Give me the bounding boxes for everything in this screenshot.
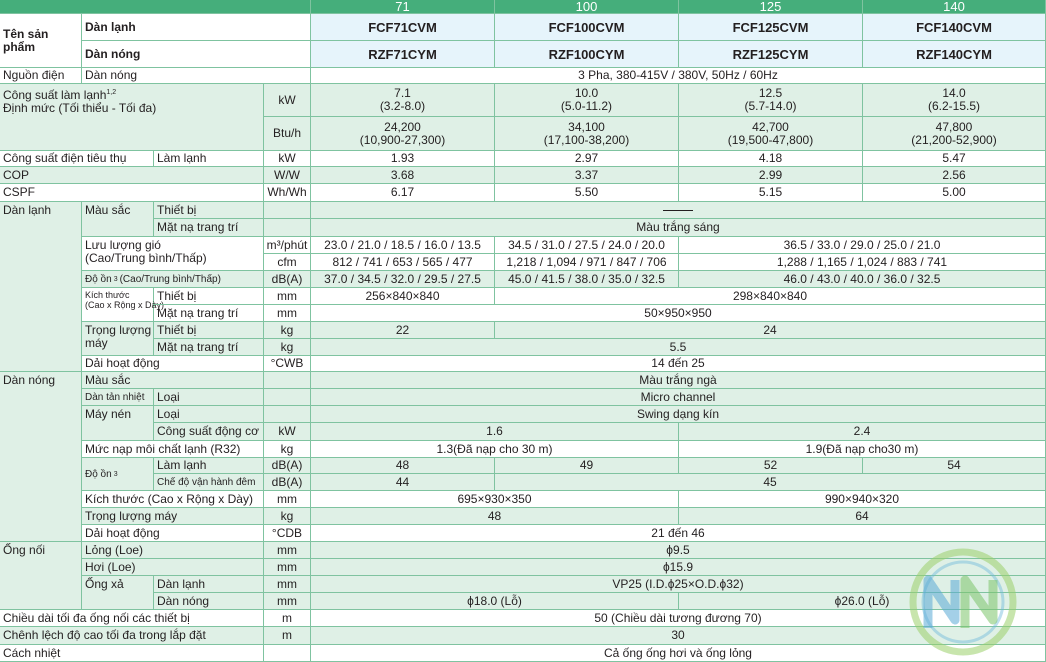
airflow-cfm-125-140: 1,288 / 1,165 / 1,024 / 883 / 741 [679,254,1046,271]
indoor-airflow-label: Lưu lượng gió (Cao/Trung bình/Thấp) [82,237,264,271]
outdoor-color-unit-blank [264,372,311,389]
outdoor-noise-night-label: Chế độ vận hành đêm [154,474,264,491]
cooling-capacity-unit-kw: kW [264,84,311,117]
indoor-dim-panel-label: Mặt nạ trang trí [154,305,264,322]
outdoor-noise-cool-100: 49 [495,458,679,474]
cspf-label: CSPF [0,184,264,202]
outdoor-comp-label: Máy nén [82,406,154,441]
power-source-label: Nguồn điện [0,68,82,84]
indoor-noise-71: 37.0 / 34.5 / 32.0 / 29.5 / 27.5 [311,271,495,288]
power-consumption-71: 1.93 [311,151,495,167]
insulation-label: Cách nhiệt [0,645,264,662]
outdoor-model-71: RZF71CYM [311,41,495,68]
cooling-kw-100: 10.0 (5.0-11.2) [495,84,679,117]
outdoor-color-label: Màu sắc [82,372,264,389]
power-consumption-100: 2.97 [495,151,679,167]
indoor-airflow-unit-cfm: cfm [264,254,311,271]
indoor-color-unit-value [311,202,1046,219]
indoor-noise-unit: dB(A) [264,271,311,288]
outdoor-weight-125-140: 64 [679,508,1046,525]
indoor-noise-125-140: 46.0 / 43.0 / 40.0 / 36.0 / 32.5 [679,271,1046,288]
outdoor-hx-type-label: Loại [154,389,264,406]
cooling-capacity-label: Công suất làm lạnh$^{1,2}$ Định mức (Tối thiểu - Tối đa) [0,84,264,151]
indoor-color-label: Màu sắc [82,202,154,237]
indoor-weight-100-140: 24 [495,322,1046,339]
cooling-capacity-unit-btu: Btu/h [264,117,311,151]
indoor-model-label: Dàn lạnh [82,14,311,41]
outdoor-noise-cool-140: 54 [863,458,1046,474]
piping-drain-indoor-label: Dàn lạnh [154,576,264,593]
airflow-m3-125-140: 36.5 / 33.0 / 29.0 / 25.0 / 21.0 [679,237,1046,254]
power-consumption-sub: Làm lạnh [154,151,264,167]
indoor-range-unit: °CWB [264,356,311,372]
cooling-btu-140: 47,800 (21,200-52,900) [863,117,1046,151]
indoor-color-panel-label: Mặt nạ trang trí [154,219,264,237]
max-height-label: Chênh lệch độ cao tối đa trong lắp đặt [0,627,264,645]
capacity-71: 71 [311,0,495,14]
outdoor-comp-power-125-140: 2.4 [679,423,1046,441]
cooling-btu-71: 24,200 (10,900-27,300) [311,117,495,151]
piping-section-label: Ống nối [0,542,82,610]
outdoor-model-125: RZF125CYM [679,41,863,68]
outdoor-comp-type-value: Swing dạng kín [311,406,1046,423]
outdoor-model-100: RZF100CYM [495,41,679,68]
outdoor-comp-type-label: Loại [154,406,264,423]
piping-gas-unit: mm [264,559,311,576]
indoor-model-125: FCF125CVM [679,14,863,41]
outdoor-dim-label: Kích thước (Cao x Rộng x Dày) [82,491,264,508]
outdoor-noise-label: Độ ồn 3 [82,458,154,491]
cspf-125: 5.15 [679,184,863,202]
outdoor-weight-label: Trọng lượng máy [82,508,264,525]
cop-71: 3.68 [311,167,495,184]
outdoor-model-140: RZF140CYM [863,41,1046,68]
indoor-range-label: Dải hoạt động [82,356,264,372]
outdoor-noise-night-71: 44 [311,474,495,491]
insulation-value: Cả ống ống hơi và ống lỏng [311,645,1046,662]
outdoor-model-label: Dàn nóng [82,41,311,68]
piping-gas-label: Hơi (Loe) [82,559,264,576]
power-consumption-label: Công suất điện tiêu thụ [0,151,154,167]
outdoor-range-label: Dải hoạt động [82,525,264,542]
indoor-panel-color-value: Màu trắng sáng [311,219,1046,237]
outdoor-comp-power-label: Công suất động cơ [154,423,264,441]
cop-100: 3.37 [495,167,679,184]
cooling-kw-125: 12.5 (5.7-14.0) [679,84,863,117]
power-consumption-125: 4.18 [679,151,863,167]
max-height-unit: m [264,627,311,645]
outdoor-weight-unit: kg [264,508,311,525]
outdoor-charge-125-140: 1.9(Đã nạp cho30 m) [679,441,1046,458]
indoor-weight-71: 22 [311,322,495,339]
indoor-color-unit-label: Thiết bị [154,202,264,219]
outdoor-range-value: 21 đến 46 [311,525,1046,542]
outdoor-comp-unit-blank [264,406,311,423]
indoor-color-panel-blank [264,219,311,237]
power-source-sub: Dàn nóng [82,68,311,84]
indoor-weight-label: Trọng lượng máy [82,322,154,356]
outdoor-dim-unit: mm [264,491,311,508]
power-source-value: 3 Pha, 380-415V / 380V, 50Hz / 60Hz [311,68,1046,84]
indoor-model-71: FCF71CVM [311,14,495,41]
indoor-airflow-unit-m3: m³/phút [264,237,311,254]
power-consumption-unit: kW [264,151,311,167]
max-height-value: 30 [311,627,1046,645]
indoor-model-140: FCF140CVM [863,14,1046,41]
capacity-125: 125 [679,0,863,14]
outdoor-noise-night-100-140: 45 [495,474,1046,491]
outdoor-comp-power-71-100: 1.6 [311,423,679,441]
piping-drain-outdoor-unit: mm [264,593,311,610]
indoor-weight-panel-label: Mặt nạ trang trí [154,339,264,356]
cop-140: 2.56 [863,167,1046,184]
cooling-btu-100: 34,100 (17,100-38,200) [495,117,679,151]
airflow-m3-100: 34.5 / 31.0 / 27.5 / 24.0 / 20.0 [495,237,679,254]
piping-gas-value: ϕ15.9 [311,559,1046,576]
outdoor-hx-unit-blank [264,389,311,406]
power-consumption-140: 5.47 [863,151,1046,167]
max-length-unit: m [264,610,311,627]
indoor-dim-panel-mm: mm [264,305,311,322]
cspf-71: 6.17 [311,184,495,202]
outdoor-noise-cool-label: Làm lạnh [154,458,264,474]
indoor-model-100: FCF100CVM [495,14,679,41]
indoor-noise-label: Độ ồn 3 (Cao/Trung bình/Thấp) [82,271,264,288]
cooling-kw-140: 14.0 (6.2-15.5) [863,84,1046,117]
max-length-value: 50 (Chiều dài tương đương 70) [311,610,1046,627]
dash-mark [663,210,693,211]
outdoor-noise-night-unit: dB(A) [264,474,311,491]
outdoor-hx-value: Micro channel [311,389,1046,406]
capacity-100: 100 [495,0,679,14]
airflow-m3-71: 23.0 / 21.0 / 18.5 / 16.0 / 13.5 [311,237,495,254]
outdoor-charge-71-100: 1.3(Đã nạp cho 30 m) [311,441,679,458]
indoor-weight-unit-label: Thiết bị [154,322,264,339]
indoor-range-value: 14 đến 25 [311,356,1046,372]
indoor-weight-unit-kg: kg [264,322,311,339]
piping-drain-outdoor-71-100: ϕ18.0 (Lỗ) [311,593,679,610]
piping-drain-outdoor-label: Dàn nóng [154,593,264,610]
cspf-100: 5.50 [495,184,679,202]
cop-label: COP [0,167,264,184]
indoor-panel-weight-value: 5.5 [311,339,1046,356]
indoor-dim-unit-label: Thiết bị [154,288,264,305]
indoor-section-label: Dàn lạnh [0,202,82,372]
capacity-140: 140 [863,0,1046,14]
outdoor-dim-125-140: 990×940×320 [679,491,1046,508]
cspf-140: 5.00 [863,184,1046,202]
outdoor-section-label: Dàn nóng [0,372,82,542]
airflow-cfm-71: 812 / 741 / 653 / 565 / 477 [311,254,495,271]
cop-125: 2.99 [679,167,863,184]
outdoor-charge-label: Mức nạp môi chất lạnh (R32) [82,441,264,458]
indoor-noise-100: 45.0 / 41.5 / 38.0 / 35.0 / 32.5 [495,271,679,288]
indoor-panel-dim-value: 50×950×950 [311,305,1046,322]
outdoor-noise-cool-125: 52 [679,458,863,474]
product-name-label: Tên sản phẩm [0,14,82,68]
cooling-btu-125: 42,700 (19,500-47,800) [679,117,863,151]
outdoor-noise-cool-unit: dB(A) [264,458,311,474]
piping-drain-indoor-value: VP25 (I.D.ϕ25×O.D.ϕ32) [311,576,1046,593]
indoor-color-unit-blank [264,202,311,219]
piping-drain-indoor-unit: mm [264,576,311,593]
outdoor-charge-unit: kg [264,441,311,458]
indoor-dim-label: Kích thước (Cao x Rộng x Dày) [82,288,154,322]
outdoor-comp-power-unit: kW [264,423,311,441]
airflow-cfm-100: 1,218 / 1,094 / 971 / 847 / 706 [495,254,679,271]
indoor-dim-71: 256×840×840 [311,288,495,305]
outdoor-color-value: Màu trắng ngà [311,372,1046,389]
outdoor-noise-cool-71: 48 [311,458,495,474]
indoor-dim-unit-mm: mm [264,288,311,305]
indoor-weight-panel-kg: kg [264,339,311,356]
outdoor-range-unit: °CDB [264,525,311,542]
piping-liquid-value: ϕ9.5 [311,542,1046,559]
indoor-dim-100-140: 298×840×840 [495,288,1046,305]
header-blank [0,0,311,14]
cooling-kw-71: 7.1 (3.2-8.0) [311,84,495,117]
outdoor-dim-71-100: 695×930×350 [311,491,679,508]
insulation-unit-blank [264,645,311,662]
outdoor-weight-71-100: 48 [311,508,679,525]
cop-unit: W/W [264,167,311,184]
cspf-unit: Wh/Wh [264,184,311,202]
piping-liquid-unit: mm [264,542,311,559]
outdoor-hx-label: Dàn tản nhiệt [82,389,154,406]
piping-liquid-label: Lỏng (Loe) [82,542,264,559]
max-length-label: Chiều dài tối đa ống nối các thiết bị [0,610,264,627]
piping-drain-label: Ống xả [82,576,154,610]
piping-drain-outdoor-125-140: ϕ26.0 (Lỗ) [679,593,1046,610]
